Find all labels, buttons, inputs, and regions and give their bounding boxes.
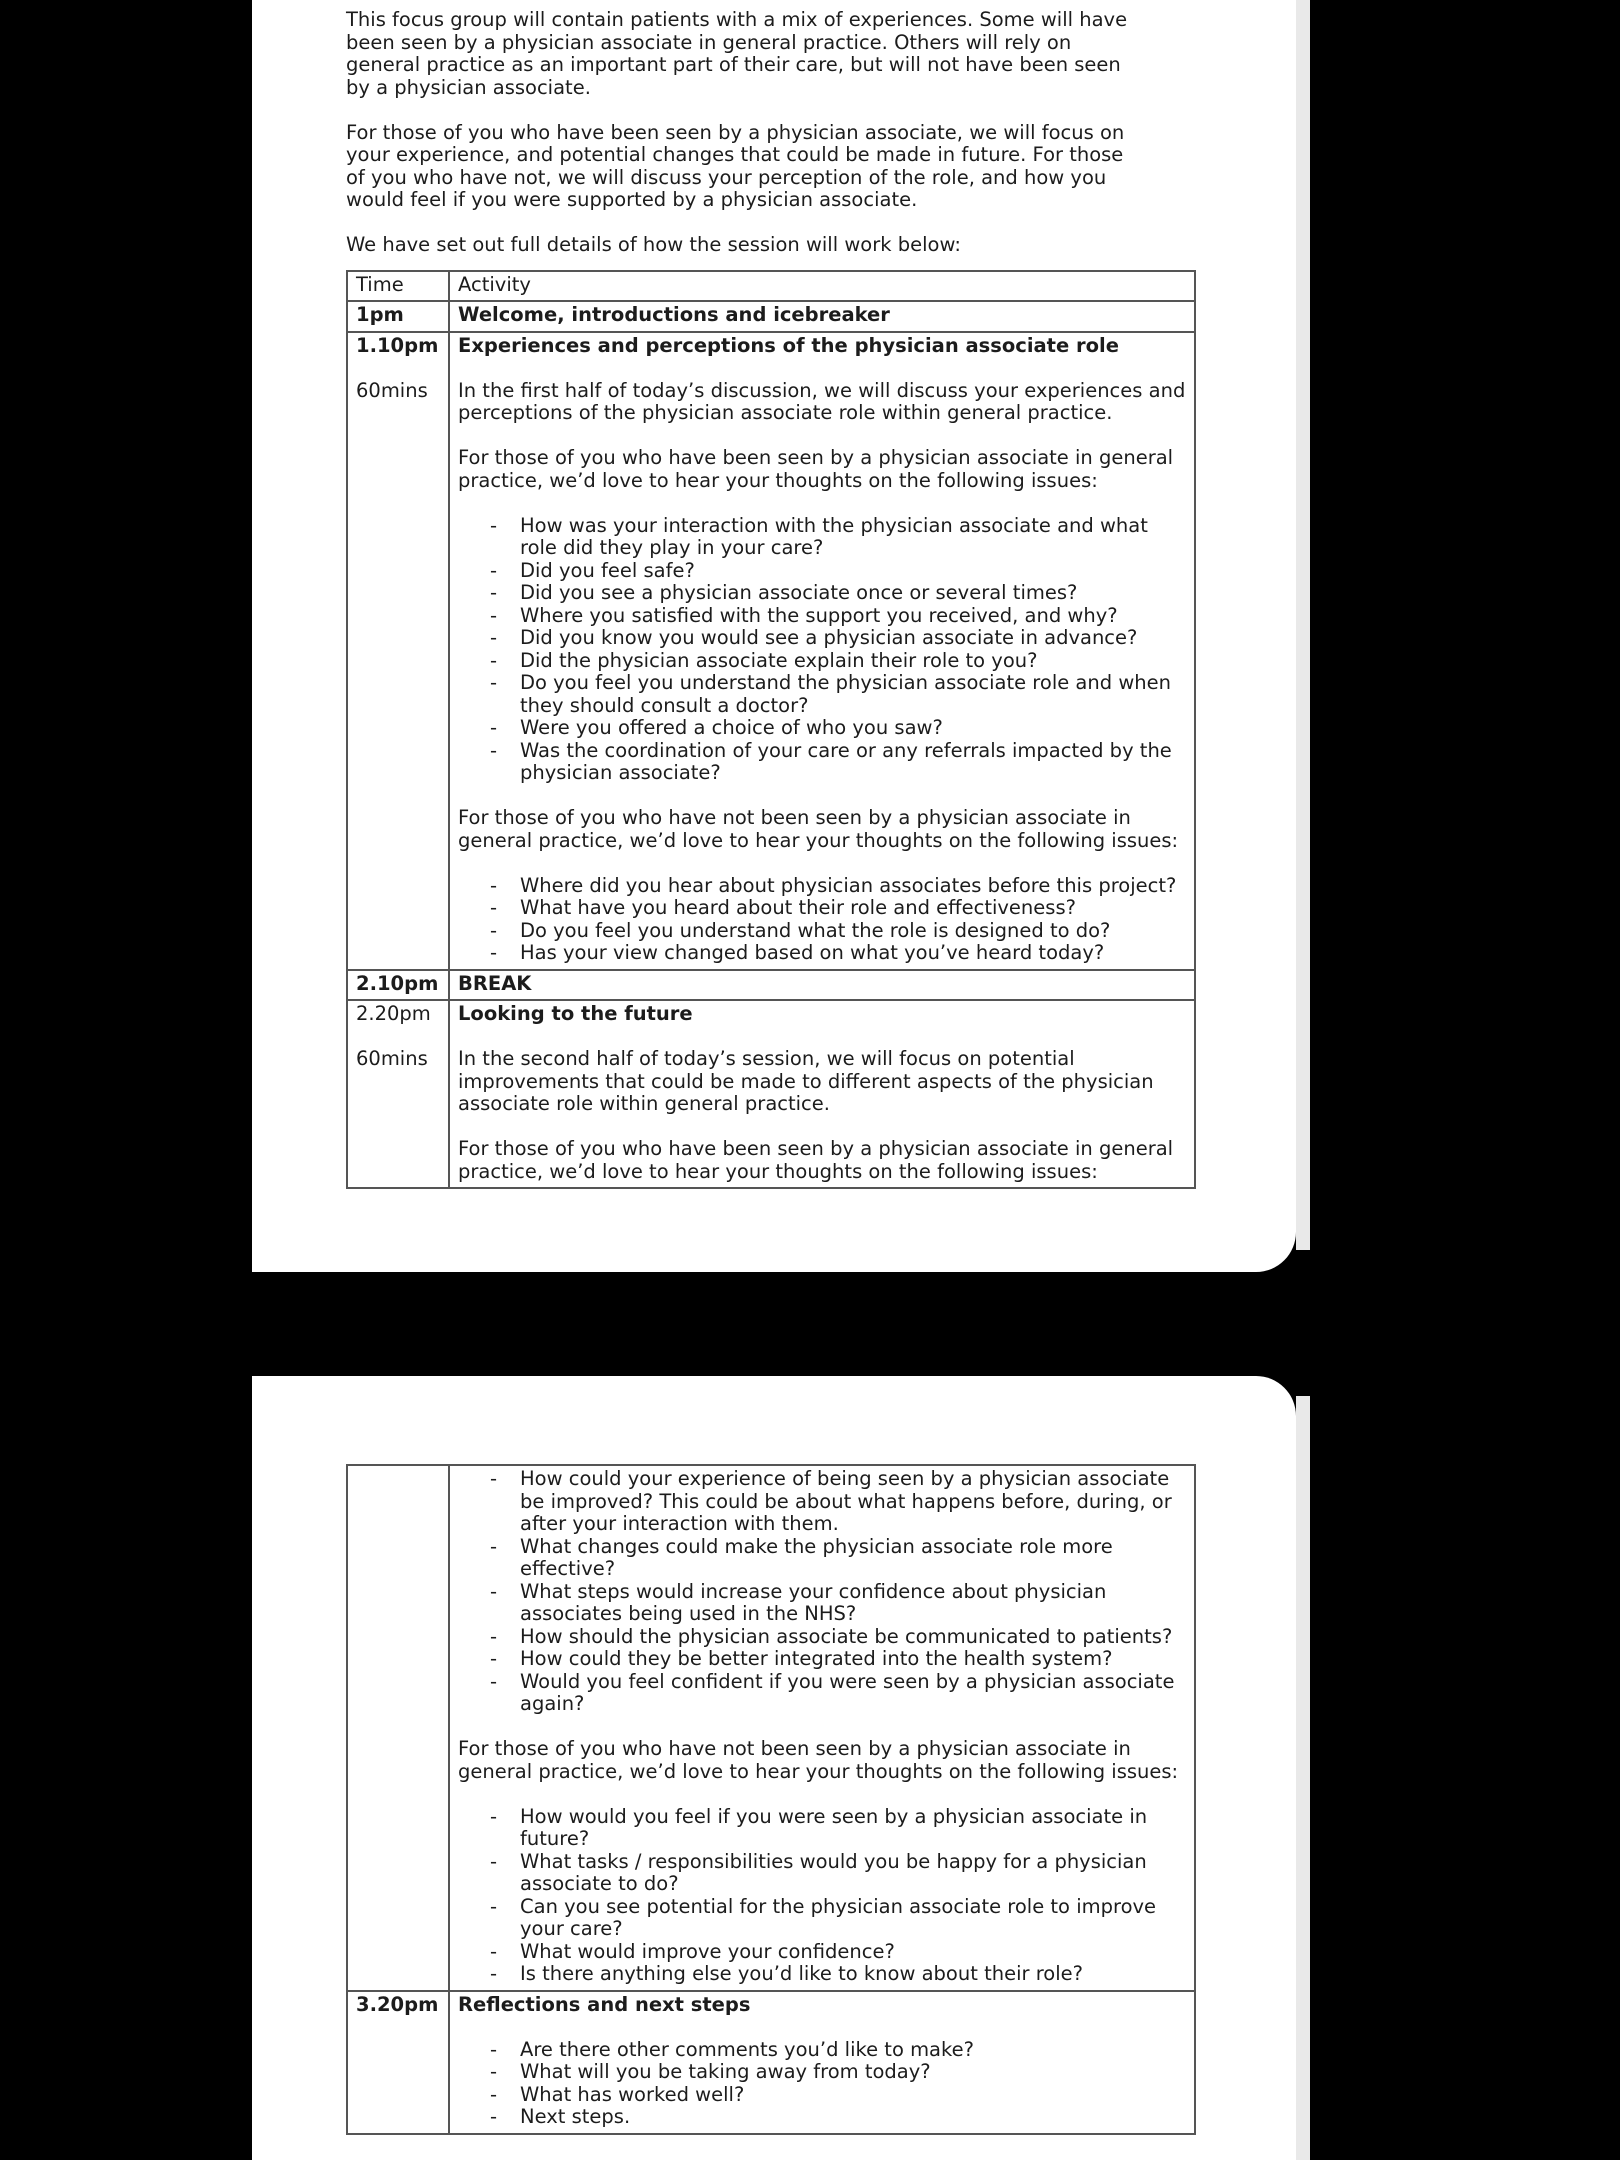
list-item: - Were you offered a choice of who you saw? (520, 717, 1186, 740)
list-item: - Would you feel confident if you were seen by a physician associate again? (520, 1671, 1186, 1716)
intro-paragraph-1: This focus group will contain patients with a mix of experiences. Some will have been seen by a physician associate in general practice. Others will rely on general practice as an important part of their care, but will not have been seen by a physician associate. (346, 8, 1128, 99)
row-activity-title: Experiences and perceptions of the physician associate role (458, 333, 1119, 357)
seen-questions-list (458, 1468, 1186, 1716)
list-item: - Did you know you would see a physician associate in advance? (520, 627, 1186, 650)
not-seen-lead: For those of you who have not been seen by a physician associate in general practice, we’d love to hear your thoughts on the following issues: (458, 806, 1179, 852)
seen-lead: For those of you who have been seen by a physician associate in general practice, we’d love to hear your thoughts on the following issues: (458, 1137, 1174, 1183)
list-item: - Where you satisfied with the support you received, and why? (520, 605, 1186, 628)
list-item: - Is there anything else you’d like to know about their role? (520, 1963, 1186, 1986)
row-time: 1pm (347, 301, 449, 332)
list-item: - Was the coordination of your care or any referrals impacted by the physician associate? (520, 740, 1186, 785)
header-time: Time (347, 271, 449, 302)
not-seen-questions-list (458, 1806, 1186, 1986)
table-header-row (347, 271, 1195, 302)
section-intro: In the first half of today’s discussion, we will discuss your experiences and perceptions of the physician associate role within general practice. (458, 378, 1186, 424)
list-item: - What steps would increase your confidence about physician associates being used in the NHS? (520, 1581, 1186, 1626)
list-item: - How could your experience of being seen by a physician associate be improved? This could be about what happens before, during, or after your interaction with them. (520, 1468, 1186, 1536)
table-row (347, 332, 1195, 970)
list-item: - Did the physician associate explain their role to you? (520, 650, 1186, 673)
header-activity: Activity (449, 271, 1195, 302)
row-activity-cell (449, 1000, 1195, 1188)
row-time-cell (347, 1465, 449, 1991)
row-activity-title: Welcome, introductions and icebreaker (449, 301, 1195, 332)
row-activity-cell (449, 332, 1195, 970)
list-item: - How was your interaction with the physician associate and what role did they play in your care? (520, 515, 1186, 560)
intro-paragraph-2: For those of you who have been seen by a physician associate, we will focus on your experience, and potential changes that could be made in future. For those of you who have not, we will discuss your perception of the role, and how you would feel if you were supported by a physician associate. (346, 120, 1125, 211)
list-item: - How could they be better integrated into the health system? (520, 1648, 1186, 1671)
table-row (347, 301, 1195, 332)
row-time: 1.10pm (356, 333, 439, 357)
row-activity-title: BREAK (449, 970, 1195, 1001)
row-duration: 60mins (356, 378, 428, 402)
list-item: - What will you be taking away from today? (520, 2061, 1186, 2084)
reflection-questions-list (458, 2039, 1186, 2129)
section-intro: In the second half of today’s session, we will focus on potential improvements that could be made to different aspects of the physician associate role within general practice. (458, 1047, 1154, 1115)
list-item: - What would improve your confidence? (520, 1941, 1186, 1964)
row-time: 2.10pm (347, 970, 449, 1001)
list-item: - Can you see potential for the physician associate role to improve your care? (520, 1896, 1186, 1941)
list-item: - How should the physician associate be communicated to patients? (520, 1626, 1186, 1649)
seen-lead: For those of you who have been seen by a physician associate in general practice, we’d love to hear your thoughts on the following issues: (458, 446, 1174, 492)
row-duration: 60mins (356, 1047, 428, 1070)
table-row (347, 970, 1195, 1001)
row-time-cell (347, 1000, 449, 1188)
table-row (347, 1991, 1195, 2134)
document-page-1 (252, 0, 1296, 1272)
list-item: - How would you feel if you were seen by a physician associate in future? (520, 1806, 1186, 1851)
list-item: - Where did you hear about physician associates before this project? (520, 875, 1186, 898)
not-seen-questions-list (458, 875, 1186, 965)
row-activity-title: Looking to the future (458, 1002, 693, 1025)
row-time: 3.20pm (347, 1991, 449, 2134)
list-item: - Do you feel you understand what the role is designed to do? (520, 920, 1186, 943)
schedule-table-continued (346, 1464, 1196, 2135)
schedule-table (346, 270, 1196, 1190)
page-shadow (1296, 1396, 1310, 2160)
intro-paragraph-3: We have set out full details of how the session will work below: (346, 233, 961, 256)
list-item: - What have you heard about their role and effectiveness? (520, 897, 1186, 920)
row-time-cell (347, 332, 449, 970)
row-time: 2.20pm (356, 1002, 431, 1025)
row-activity-cell (449, 1465, 1195, 1991)
not-seen-lead: For those of you who have not been seen by a physician associate in general practice, we’d love to hear your thoughts on the following issues: (458, 1737, 1179, 1783)
row-activity-cell (449, 1991, 1195, 2134)
list-item: - What tasks / responsibilities would you be happy for a physician associate to do? (520, 1851, 1186, 1896)
list-item: - Do you feel you understand the physician associate role and when they should consult a doctor? (520, 672, 1186, 717)
table-row (347, 1000, 1195, 1188)
list-item: - Next steps. (520, 2106, 1186, 2129)
list-item: - Are there other comments you’d like to make? (520, 2039, 1186, 2062)
table-row (347, 1465, 1195, 1991)
list-item: - Has your view changed based on what you’ve heard today? (520, 942, 1186, 965)
document-page-2 (252, 1376, 1296, 2160)
page-shadow (1296, 0, 1310, 1250)
list-item: - Did you see a physician associate once or several times? (520, 582, 1186, 605)
list-item: - Did you feel safe? (520, 560, 1186, 583)
list-item: - What changes could make the physician associate role more effective? (520, 1536, 1186, 1581)
list-item: - What has worked well? (520, 2084, 1186, 2107)
seen-questions-list (458, 515, 1186, 785)
row-activity-title: Reflections and next steps (458, 1992, 751, 2016)
